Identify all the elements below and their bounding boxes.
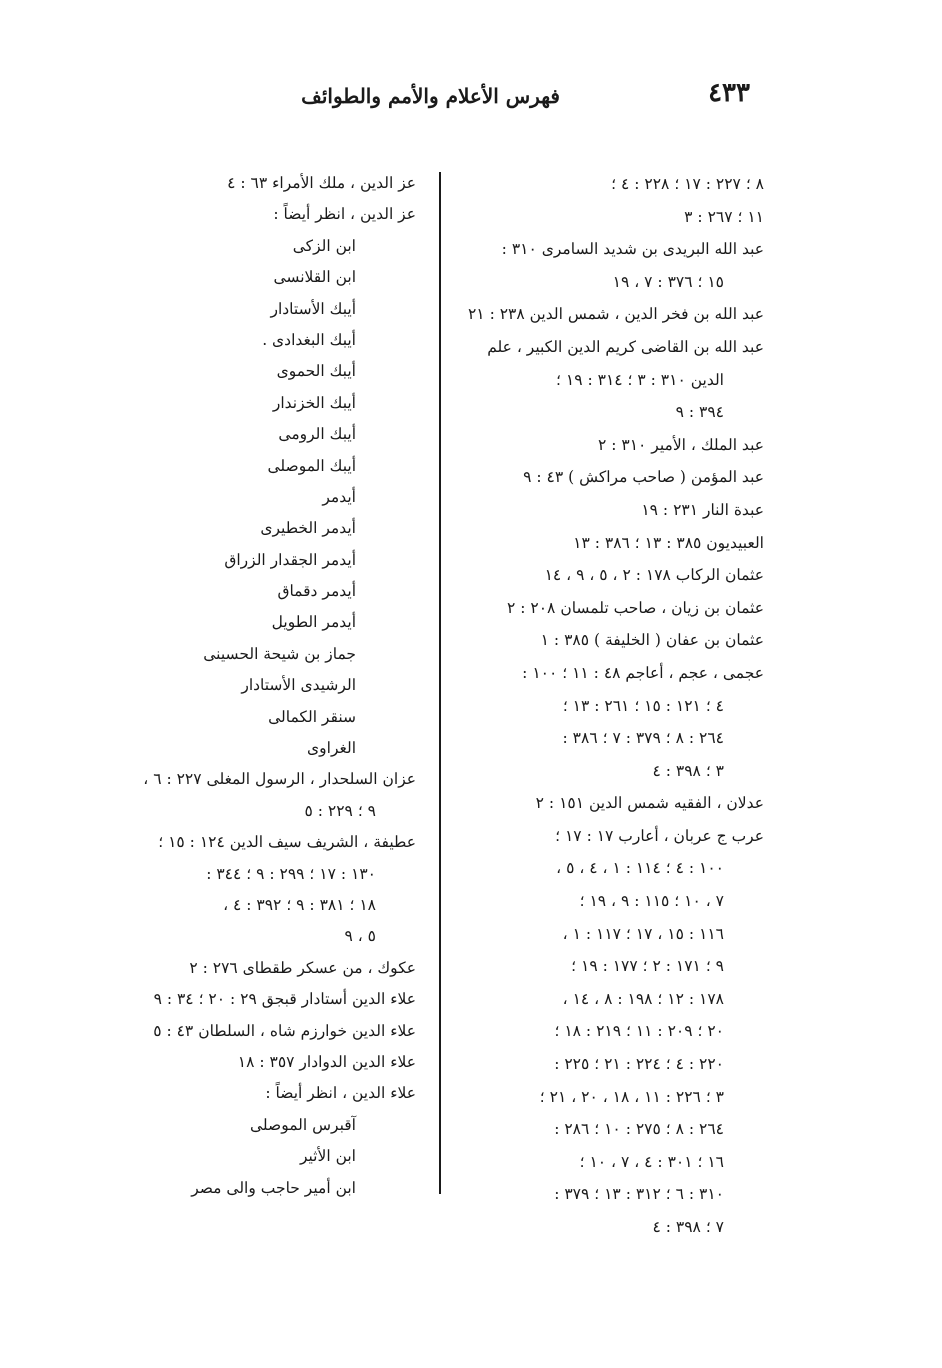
index-entry: ابن أمير حاجب والى مصر	[191, 1178, 356, 1197]
index-entry: ٢٢٠ : ٤ ؛ ٢٢٤ : ٢١ ؛ ٢٢٥ :	[554, 1055, 724, 1074]
index-entry: ٩ ؛ ٢٢٩ : ٥	[304, 801, 376, 820]
index-entry: عطيفة ، الشريف سيف الدين ١٢٤ : ١٥ ؛	[158, 833, 416, 852]
index-entry: عكوك ، من عسكر طقطاى ٢٧٦ : ٢	[189, 958, 416, 977]
index-entry: أيبك البغدادى .	[262, 330, 356, 349]
index-column-right	[462, 168, 764, 1244]
index-entry: الدين ٣١٠ : ٣ ؛ ٣١٤ : ١٩ ؛	[556, 370, 724, 389]
index-entry: أيدمر	[322, 487, 356, 506]
index-entry: ٣ ؛ ٣٩٨ : ٤	[652, 761, 724, 780]
index-entry: عثمان الركاب ١٧٨ : ٢ ، ٥ ، ٩ ، ١٤	[544, 566, 764, 585]
index-entry: أيدمر الطويل	[271, 613, 356, 632]
index-entry: ابن القلانسى	[273, 268, 356, 287]
index-entry: ٤ ؛ ١٢١ : ١٥ ؛ ٢٦١ : ١٣ ؛	[562, 696, 724, 715]
index-entry: عثمان بن زيان ، صاحب تلمسان ٢٠٨ : ٢	[507, 598, 764, 617]
index-entry: ابن الأثير	[299, 1147, 356, 1166]
index-entry: ٨ ؛ ٢٢٧ : ١٧ ؛ ٢٢٨ : ٤ ؛	[611, 175, 764, 193]
index-entry: أيبك الحموى	[276, 362, 356, 381]
index-entry: أيبك الموصلى	[267, 456, 356, 475]
index-entry: عبد المؤمن ( صاحب مراكش ) ٤٣ : ٩	[523, 468, 764, 487]
index-entry: علاء الدين أستادار قبجق ٢٩ : ٢٠ ؛ ٣٤ : ٩	[153, 990, 416, 1009]
index-entry: عبد الله بن القاضى كريم الدين الكبير ، علم	[487, 337, 764, 356]
index-entry: ١٣٠ : ١٧ ؛ ٢٩٩ : ٩ ؛ ٣٤٤ :	[206, 864, 376, 883]
index-entry: ٣٩٤ : ٩	[675, 403, 724, 422]
index-entry: ٣ ؛ ٢٢٦ : ١١ ، ١٨ ، ٢٠ ، ٢١ ؛	[539, 1087, 724, 1106]
index-entry: ٧ ، ١٠ ؛ ١١٥ : ٩ ، ١٩ ؛	[579, 892, 724, 911]
index-entry: ٢٦٤ : ٨ ؛ ٣٧٩ : ٧ ؛ ٣٨٦ :	[562, 729, 724, 748]
index-entry: ٣١٠ : ٦ ؛ ٣١٢ : ١٣ ؛ ٣٧٩ :	[554, 1185, 724, 1204]
index-entry: سنقر الكمالى	[268, 707, 356, 726]
index-entry: عدلان ، الفقيه شمس الدين ١٥١ : ٢	[535, 794, 764, 813]
page-number: ٤٣٣	[708, 78, 750, 108]
index-entry: عثمان بن عفان ( الخليفة ) ٣٨٥ : ١	[540, 631, 764, 650]
index-entry: أيبك الأستادار	[270, 299, 356, 318]
index-entry: آقبرس الموصلى	[249, 1115, 356, 1134]
index-entry: ٥ ، ٩	[344, 927, 376, 946]
index-entry: ٢٦٤ : ٨ ؛ ٢٧٥ : ١٠ ؛ ٢٨٦ :	[554, 1120, 724, 1139]
index-entry: ١٨ ؛ ٣٨١ : ٩ ؛ ٣٩٢ : ٤ ،	[223, 895, 376, 914]
index-entry: ١٥ ؛ ٣٧٦ : ٧ ، ١٩	[612, 272, 724, 291]
index-entry: عز الدين ، انظر أيضاً :	[273, 205, 416, 224]
index-entry: أيبك الخزندار	[272, 393, 356, 412]
index-entry: ١٦ ؛ ٣٠١ : ٤ ، ٧ ، ١٠ ؛	[579, 1152, 724, 1171]
index-entry: جماز بن شيحة الحسينى	[203, 644, 356, 663]
index-entry: عز الدين ، ملك الأمراء ٦٣ : ٤	[227, 174, 416, 192]
index-entry: ١١ ؛ ٢٦٧ : ٣	[684, 207, 764, 226]
index-entry: الرشيدى الأستادار	[241, 676, 356, 695]
index-entry: علاء الدين ، انظر أيضاً :	[265, 1084, 416, 1103]
index-entry: علاء الدين خوارزم شاه ، السلطان ٤٣ : ٥	[153, 1021, 416, 1040]
index-entry: ١٧٨ : ١٢ ؛ ١٩٨ : ٨ ، ١٤ ،	[562, 989, 724, 1008]
index-entry: عبد الله بن فخر الدين ، شمس الدين ٢٣٨ : ٢١	[467, 305, 764, 324]
index-entry: عجمى ، عجم ، أعاجم ٤٨ : ١١ ؛ ١٠٠ :	[522, 663, 764, 682]
index-entry: ٧ ؛ ٣٩٨ : ٤	[652, 1218, 724, 1236]
index-entry: أيبك الرومى	[278, 425, 356, 444]
index-entry: عبد الملك ، الأمير ٣١٠ : ٢	[597, 435, 764, 454]
index-entry: الغراوى	[307, 739, 356, 758]
index-entry: ١١٦ : ١٥ ، ١٧ ؛ ١١٧ : ١ ،	[562, 924, 724, 943]
index-entry: أيدمر دقماق	[277, 582, 356, 601]
page-title: فهرس الأعلام والأمم والطوائف	[301, 84, 560, 108]
column-divider	[439, 172, 441, 1194]
index-entry: ٩ ؛ ١٧١ : ٢ ؛ ١٧٧ : ١٩ ؛	[571, 957, 724, 976]
index-entry: أيدمر الخطيرى	[260, 519, 356, 538]
index-entry: عزان السلحدار ، الرسول المغلى ٢٢٧ : ٦ ،	[143, 770, 416, 789]
index-entry: عبدة النار ٢٣١ : ١٩	[641, 500, 764, 519]
index-entry: ١٠٠ : ٤ ؛ ١١٤ : ١ ، ٤ ، ٥ ،	[556, 859, 724, 878]
index-entry: عرب ج عربان ، أعارب ١٧ : ١٧ ؛	[555, 826, 764, 845]
index-entry: عبد الله البريدى بن شديد السامرى ٣١٠ :	[501, 240, 764, 259]
index-entry: ٢٠ ؛ ٢٠٩ : ١١ ؛ ٢١٩ : ١٨ ؛	[554, 1022, 724, 1041]
index-column-left	[108, 168, 416, 1204]
index-entry: العبيديون ٣٨٥ : ١٣ ؛ ٣٨٦ : ١٣	[573, 533, 764, 552]
index-entry: علاء الدين الدوادار ٣٥٧ : ١٨	[237, 1052, 416, 1071]
index-entry: ابن الزكى	[292, 236, 356, 255]
page-header	[301, 78, 750, 118]
index-entry: أيدمر الجقدار الزراق	[224, 550, 356, 569]
